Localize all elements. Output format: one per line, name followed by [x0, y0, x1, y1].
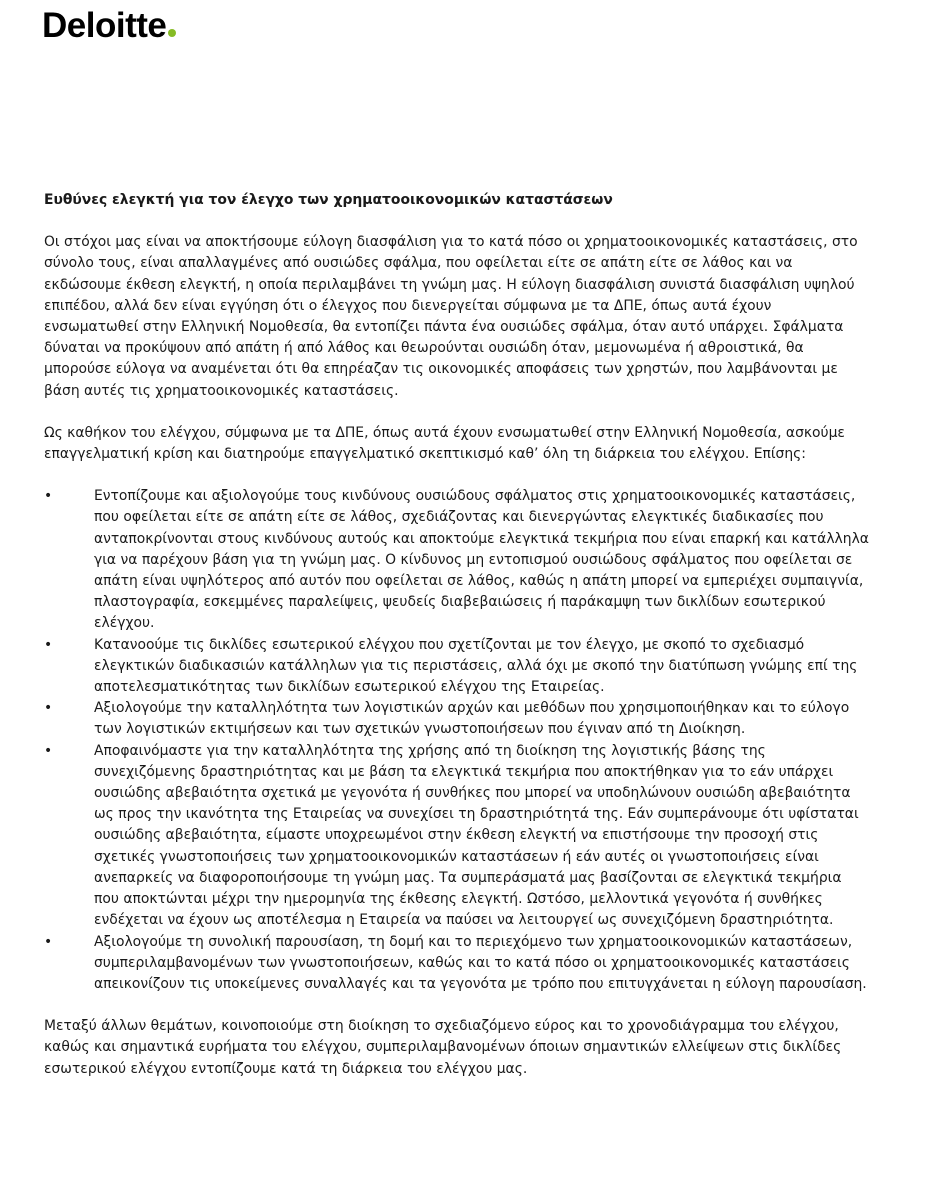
deloitte-logo: [42, 4, 176, 48]
bullet-icon: •: [44, 488, 53, 505]
list-item-text: Αξιολογούμε την καταλληλότητα των λογιστικών αρχών και μεθόδων που χρησιμοποιήθηκαν και το εύλογο των λογιστικών εκτιμήσεων και των σχετικών γνωστοποιήσεων που έγιναν από τη Διοίκηση.: [94, 700, 850, 738]
list-item: [44, 698, 870, 740]
list-item-text: Εντοπίζουμε και αξιολογούμε τους κινδύνους ουσιώδους σφάλματος στις χρηματοοικονομικές καταστάσεις, που οφείλεται είτε σε απάτη είτε σε λάθος, σχεδιάζοντας και διενεργώντας ελεγκτικές διαδικασίες που ανταποκρίνονται στους κινδύνους αυτούς και αποκτούμε ελεγκτικά τεκμήρια που είναι επαρκή και κατάλληλα για να παρέχουν βάση για τη γνώμη μας. Ο κίνδυνος μη εντοπισμού ουσιώδους σφάλματος που οφείλεται σε απάτη είναι υψηλότερος από αυτόν που οφείλεται σε λάθος, καθώς η απάτη μπορεί να εμπεριέχει συμπαιγνία, πλαστογραφία, εσκεμμένες παραλείψεις, ψευδείς διαβεβαιώσεις ή παράκαμψη των δικλίδων εσωτερικού ελέγχου.: [94, 488, 869, 632]
responsibilities-list: [44, 486, 870, 995]
bullet-icon: •: [44, 636, 53, 653]
document-body: [44, 190, 870, 1101]
bullet-icon: •: [44, 742, 53, 759]
logo-dot: [168, 29, 176, 37]
list-item: [44, 635, 870, 699]
list-item: [44, 932, 870, 996]
list-item-text: Αποφαινόμαστε για την καταλληλότητα της χρήσης από τη διοίκηση της λογιστικής βάσης της συνεχιζόμενης δραστηριότητας και με βάση τα ελεγκτικά τεκμήρια που αποκτήθηκαν για το εάν υπάρχει ουσιώδης αβεβαιότητα σχετικά με γεγονότα ή συνθήκες που μπορεί να υποδηλώνουν ουσιώδη αβεβαιότητα ως προς την ικανότητα της Εταιρείας να συνεχίσει τη δραστηριότητά της. Εάν συμπεράνουμε ότι υφίσταται ουσιώδης αβεβαιότητα, είμαστε υποχρεωμένοι στην έκθεση ελεγκτή να επιστήσουμε την προσοχή στις σχετικές γνωστοποιήσεις των χρηματοοικονομικών καταστάσεων ή εάν αυτές οι γνωστοποιήσεις είναι ανεπαρκείς να διαφοροποιήσουμε τη γνώμη μας. Τα συμπεράσματά μας βασίζονται σε ελεγκτικά τεκμήρια που αποκτώνται μέχρι την ημερομηνία της έκθεσης ελεγκτή. Ωστόσο, μελλοντικά γεγονότα ή συνθήκες ενδέχεται να έχουν ως αποτέλεσμα η Εταιρεία να παύσει να λειτουργεί ως συνεχιζόμενη δραστηριότητα.: [94, 742, 859, 929]
section-heading: Ευθύνες ελεγκτή για τον έλεγχο των χρηματοοικονομικών καταστάσεων: [44, 192, 613, 208]
paragraph-communication: Μεταξύ άλλων θεμάτων, κοινοποιούμε στη διοίκηση το σχεδιαζόμενο εύρος και το χρονοδιάγραμμα του ελέγχου, καθώς και σημαντικά ευρήματα του ελέγχου, συμπεριλαμβανομένων όποιων σημαντικών ελλείψεων στις δικλίδες εσωτερικού ελέγχου εντοπίζουμε κατά τη διάρκεια του ελέγχου μας.: [44, 1018, 842, 1077]
paragraph-objectives: Οι στόχοι μας είναι να αποκτήσουμε εύλογη διασφάλιση για το κατά πόσο οι χρηματοοικονομικές καταστάσεις, στο σύνολο τους, είναι απαλλαγμένες από ουσιώδες σφάλμα, που οφείλεται είτε σε απάτη είτε σε λάθος και να εκδώσουμε έκθεση ελεγκτή, η οποία περιλαμβάνει τη γνώμη μας. Η εύλογη διασφάλιση συνιστά διασφάλιση υψηλού επιπέδου, αλλά δεν είναι εγγύηση ότι ο έλεγχος που διενεργείται σύμφωνα με τα ΔΠΕ, όπως αυτά έχουν ενσωματωθεί στην Ελληνική Νομοθεσία, θα εντοπίζει πάντα ένα ουσιώδες σφάλμα, όταν αυτό υπάρχει. Σφάλματα δύναται να προκύψουν από απάτη ή από λάθος και θεωρούνται ουσιώδη όταν, μεμονωμένα ή αθροιστικά, θα μπορούσε εύλογα να αναμένεται ότι θα επηρέαζαν τις οικονομικές αποφάσεις των χρηστών, που λαμβάνονται με βάση αυτές τις χρηματοοικονομικές καταστάσεις.: [44, 234, 858, 399]
list-item-text: Κατανοούμε τις δικλίδες εσωτερικού ελέγχου που σχετίζονται με τον έλεγχο, με σκοπό το σχεδιασμό ελεγκτικών διαδικασιών κατάλληλων για τις περιστάσεις, αλλά όχι με σκοπό την διατύπωση γνώμης επί της αποτελεσματικότητας των δικλίδων εσωτερικού ελέγχου της Εταιρείας.: [94, 636, 858, 696]
bullet-icon: •: [44, 933, 53, 950]
list-item: [44, 741, 870, 932]
bullet-icon: •: [44, 700, 53, 717]
paragraph-professional-judgement: Ως καθήκον του ελέγχου, σύμφωνα με τα ΔΠΕ, όπως αυτά έχουν ενσωματωθεί στην Ελληνική Νομοθεσία, ασκούμε επαγγελματική κρίση και διατηρούμε επαγγελματικό σκεπτικισμό καθ’ όλη τη διάρκεια του ελέγχου. Επίσης:: [44, 424, 845, 463]
list-item: [44, 486, 870, 634]
logo-text: Deloitte: [42, 6, 167, 45]
list-item-text: Αξιολογούμε τη συνολική παρουσίαση, τη δομή και το περιεχόμενο των χρηματοοικονομικών καταστάσεων, συμπεριλαμβανομένων των γνωστοποιήσεων, καθώς και το κατά πόσο οι χρηματοοικονομικές καταστάσεις απεικονίζουν τις υποκείμενες συναλλαγές και τα γεγονότα με τρόπο που επιτυγχάνεται η εύλογη παρουσίαση.: [94, 933, 867, 992]
